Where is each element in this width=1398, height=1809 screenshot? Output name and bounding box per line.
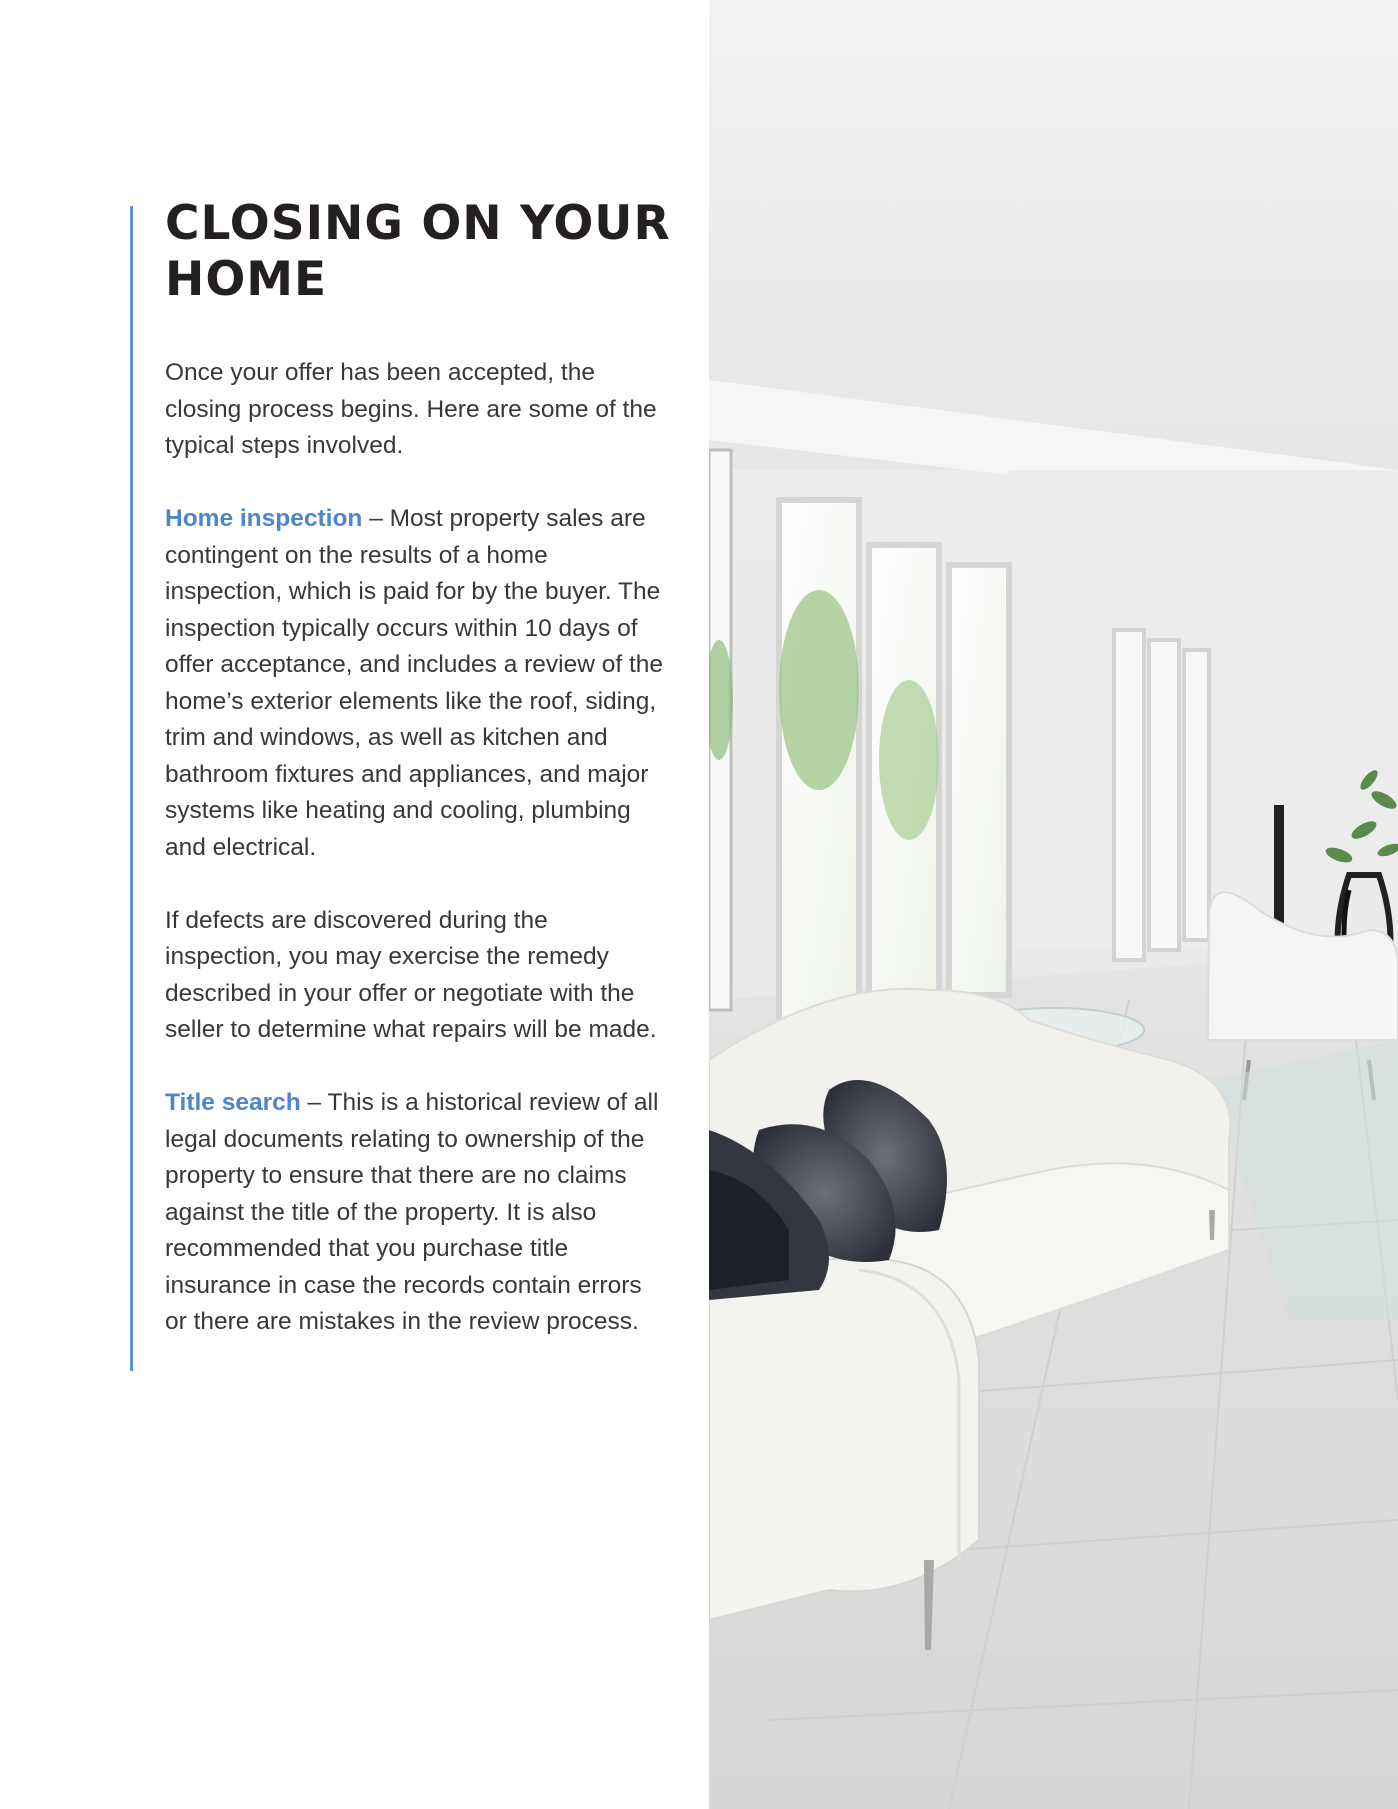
intro-paragraph: Once your offer has been accepted, the closing process begins. Here are some of the typical steps involved.: [165, 359, 657, 459]
home-inspection-paragraph: [165, 501, 665, 866]
title-search-paragraph: [165, 1085, 665, 1341]
accent-bar: [130, 206, 133, 1371]
body-text: [165, 355, 665, 1377]
title-search-text: – This is a historical review of all legal documents relating to ownership of the property to ensure that there are no claims against the title of the property. It is also recommended that you purchase title insurance in case the records contain errors or there are mistakes in the review process.: [165, 1089, 659, 1335]
living-room-photo: [709, 0, 1398, 1809]
home-inspection-text: – Most property sales are contingent on the results of a home inspection, which is paid for by the buyer. The inspection typically occurs within 10 days of offer acceptance, and includes a review of the home’s exterior elements like the roof, siding, trim and windows, as well as kitchen and bathroom fixtures and appliances, and major systems like heating and cooling, plumbing and electrical.: [165, 505, 664, 861]
home-inspection-term: Home inspection: [165, 505, 363, 532]
living-room-illustration: [709, 0, 1398, 1809]
page-title: CLOSING ON YOUR HOME: [165, 196, 671, 307]
title-search-term: Title search: [165, 1089, 301, 1116]
defects-paragraph: If defects are discovered during the inspection, you may exercise the remedy described in your offer or negotiate with the seller to determine what repairs will be made.: [165, 906, 657, 1043]
